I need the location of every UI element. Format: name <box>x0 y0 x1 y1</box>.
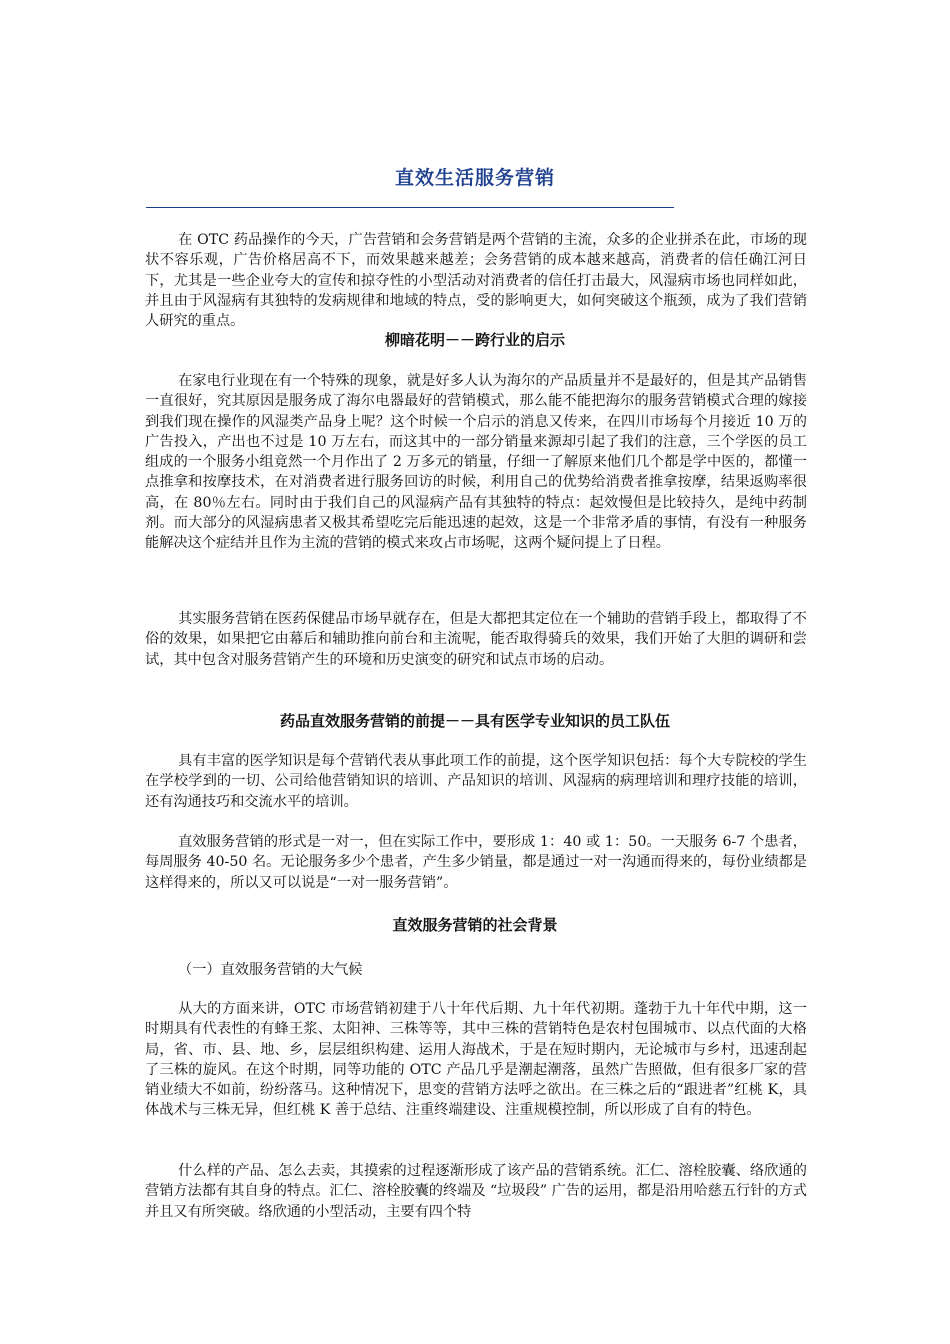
paragraph-4: 具有丰富的医学知识是每个营销代表从事此项工作的前提，这个医学知识包括：每个大专院校的学生在学校学到的一切、公司给他营销知识的培训、产品知识的培训、风湿病的病理培训和理疗技能的培训，还有沟通技巧和交流水平的培训。 <box>145 753 807 810</box>
paragraph-5: 直效服务营销的形式是一对一，但在实际工作中，要形成 1：40 或 1：50。一天服务 6-7 个患者，每周服务 40-50 名。无论服务多少个患者，产生多少销量，都是通过一对一沟通而得来的，每份业绩都是这样得来的，所以又可以说是“一对一服务营销”。 <box>145 834 807 891</box>
paragraph-intro: 在 OTC 药品操作的今天，广告营销和会务营销是两个营销的主流，众多的企业拼杀在此，市场的现状不容乐观，广告价格居高不下，而效果越来越差；会务营销的成本越来越高，消费者的信任确江河日下，尤其是一些企业夸大的宣传和掠夺性的小型活动对消费者的信任打击最大，风湿病市场也同样如此，并且由于风湿病有其独特的发病规律和地域的特点，受的影响更大，如何突破这个瓶颈，成为了我们营销人研究的重点。 <box>145 232 807 330</box>
paragraph-3: 其实服务营销在医药保健品市场早就存在，但是大都把其定位在一个辅助的营销手段上，都取得了不俗的效果，如果把它由幕后和辅助推向前台和主流呢，能否取得骑兵的效果，我们开始了大胆的调研和尝试，其中包含对服务营销产生的环境和历史演变的研究和试点市场的启动。 <box>145 611 807 668</box>
section-heading-2: 药品直效服务营销的前提－－具有医学专业知识的员工队伍 <box>279 712 670 730</box>
title-underline <box>146 207 674 208</box>
document-title: 直效生活服务营销 <box>394 167 555 189</box>
paragraph-6: 从大的方面来讲，OTC 市场营销初建于八十年代后期、九十年代初期。蓬勃于九十年代中期，这一时期具有代表性的有蜂王浆、太阳神、三株等等，其中三株的营销特色是农村包围城市、以点代面的大格局，省、市、县、地、乡，层层组织构建、运用人海战术，于是在短时期内，无论城市与乡村，迅速刮起了三株的旋风。在这个时期，同等功能的 OTC 产品几乎是潮起潮落，虽然广告照做，但有很多厂家的营销业绩大不如前，纷纷落马。这种情况下，思变的营销方法呼之欲出。在三株之后的“跟进者”红桃 K，具体战术与三株无异，但红桃 K 善于总结、注重终端建设、注重规模控制，所以形成了自有的特色。 <box>145 1001 807 1119</box>
paragraph-7: 什么样的产品、怎么去卖，其摸索的过程逐渐形成了该产品的营销系统。汇仁、溶栓胶囊、络欣通的营销方法都有其自身的特点。汇仁、溶栓胶囊的终端及 “垃圾段” 广告的运用，都是沿用哈慈五行针的方式并且又有所突破。络欣通的小型活动，主要有四个特 <box>145 1163 807 1220</box>
section-heading-1: 柳暗花明－－跨行业的启示 <box>384 331 565 349</box>
paragraph-2: 在家电行业现在有一个特殊的现象，就是好多人认为海尔的产品质量并不是最好的，但是其产品销售一直很好，究其原因是服务成了海尔电器最好的营销模式，那么能不能把海尔的服务营销模式合理的嫁接到我们现在操作的风湿类产品身上呢？这个时候一个启示的消息又传来，在四川市场每个月接近 10 万的广告投入，产出也不过是 10 万左右，而这其中的一部分销量来源却引起了我们的注意，三个学医的员工组成的一个服务小组竟然一个月作出了 2 万多元的销量，仔细一了解原来他们几个都是学中医的，都懂一点推拿和按摩技术，在对消费者进行服务回访的时候，利用自己的优势给消费者推拿按摩，结果返购率很高，在 80％左右。同时由于我们自己的风湿病产品有其独特的特点：起效慢但是比较持久，是纯中药制剂。而大部分的风湿病患者又极其希望吃完后能迅速的起效，这是一个非常矛盾的事情，有没有一种服务能解决这个症结并且作为主流的营销的模式来攻占市场呢，这两个疑问提上了日程。 <box>145 373 807 552</box>
subheading-1: （一）直效服务营销的大气候 <box>178 962 363 978</box>
section-heading-3: 直效服务营销的社会背景 <box>392 916 558 934</box>
